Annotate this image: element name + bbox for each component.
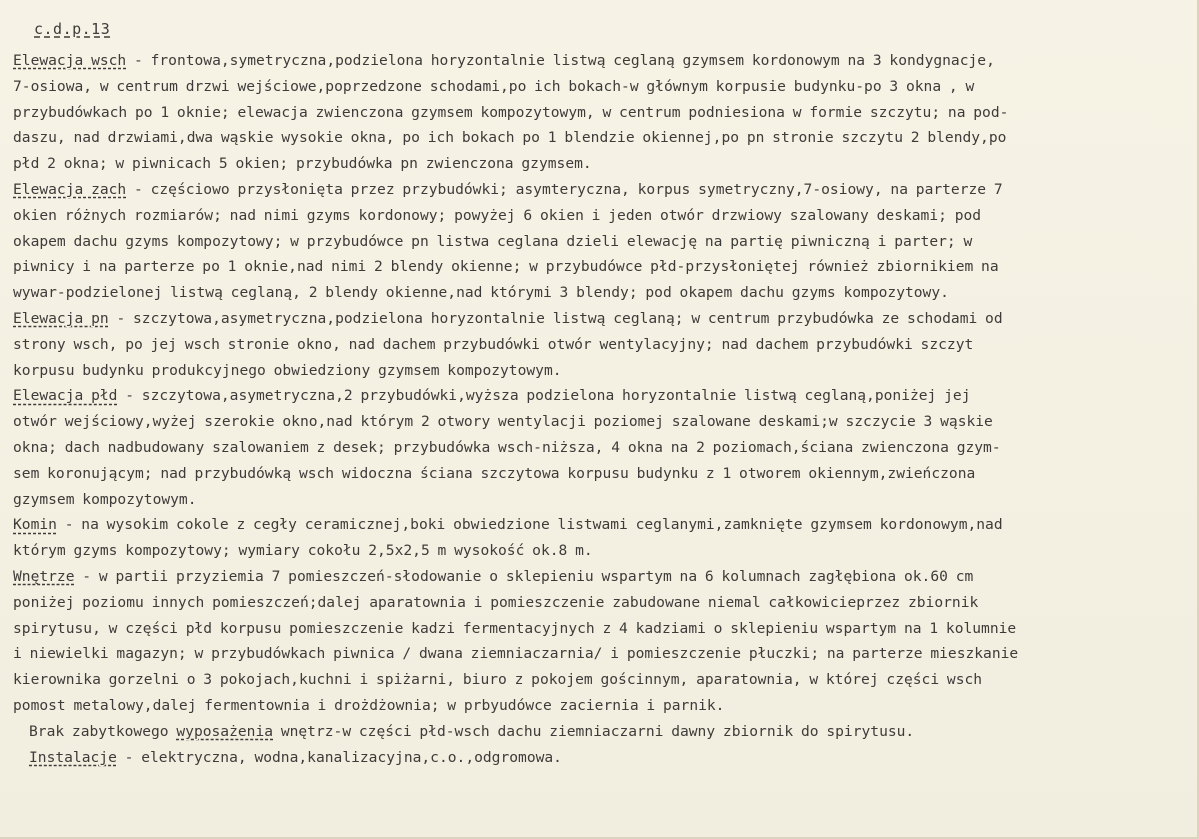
paragraph-brak-wyposazenia: Brak zabytkowego wyposażenia wnętrz-w części płd-wsch dachu ziemniaczarni dawny zbiornik do spirytusu. (29, 722, 915, 740)
paragraph-wnetrze: Wnętrze - w partii przyziemia 7 pomieszczeń-słodowanie o sklepieniu wspartym na 6 kolumnach zagłębiona ok.60 cm poniżej poziomu innych pomieszczeń;dalej aparatownia i pomieszczenie zabudowane niemal całkowicieprzez zbiornik spirytusu, w części płd korpusu pomieszczenie kadzi fermentacyjnych z 4 kadziami o sklepieniu wspartym na 1 kolumnie i niewielki magazyn; w przybudówkach piwnica / dwana ziemniaczarnia/ i pomieszczenie płuczki; na parterze mieszkanie kierownika gorzelni o 3 pokojach,kuchni i spiżarni, biuro z pokojem gościnnym, aparatownia, w której części wsch pomost metalowy,dalej fermentownia i drożdżownia; w prbyudówce zaciernia i parnik. (13, 567, 1019, 714)
card-body (13, 48, 1188, 770)
heading-elewacja-zach: Elewacja zach (13, 180, 127, 198)
paragraph-elewacja-pld: Elewacja płd - szczytowa,asymetryczna,2 przybudówki,wyższa podzielona horyzontalnie listwą ceglaną,poniżej jej otwór wejściowy,wyżej szerokie okno,nad którym 2 otwory wentylacji poziomej szalowane deskami;w szczycie 3 wąskie okna; dach nadbudowany szalowaniem z desek; przybudówka wsch-niższa, 4 okna na 2 poziomach,ściana zwienczona gzym- sem koronującym; nad przybudówką wsch widoczna ściana szczytowa korpusu budynku z 1 otworem okiennym,zwieńczona gzymsem kompozytowym. (13, 387, 1001, 508)
heading-instalacje: Instalacje (29, 748, 117, 766)
heading-elewacja-pld: Elewacja płd (13, 387, 118, 405)
paragraph-elewacja-pn: Elewacja pn - szczytowa,asymetryczna,podzielona horyzontalnie listwą ceglaną; w centrum przybudówka ze schodami od strony wsch, po jej wsch stronie okno, nad dachem przybudówki otwór wentylacyjny; nad dachem przybudówki szczyt korpusu budynku produkcyjnego obwiedziony gzymsem kompozytowym. (13, 309, 1003, 379)
heading-elewacja-wsch: Elewacja wsch (13, 52, 127, 69)
heading-elewacja-pn: Elewacja pn (13, 309, 109, 327)
paragraph-elewacja-zach: Elewacja zach - częściowo przysłonięta przez przybudówki; asymteryczna, korpus symetryczny,7-osiowy, na parterze 7 okien różnych rozmiarów; nad nimi gzyms kordonowy; powyżej 6 okien i jeden otwór drzwiowy szalowany deskami; pod okapem dachu gzyms kompozytowy; w przybudówce pn listwa ceglana dzieli elewację na partię piwniczną i parter; w piwnicy i na parterze po 1 oknie,nad nimi 2 blendy okienne; w przybudówce płd-przysłoniętej również zbiornikiem na wywar-podzielonej listwą ceglaną, 2 blendy okienne,nad którymi 3 blendy; pod okapem dachu gzyms kompozytowy. (13, 180, 1003, 302)
heading-wyposazenia: wyposażenia (176, 722, 274, 740)
paragraph-elewacja-wsch: Elewacja wsch - frontowa,symetryczna,podzielona horyzontalnie listwą ceglaną gzymsem kordonowym na 3 kondygnacje, 7-osiowa, w centrum drzwi wejściowe,poprzedzone schodami,po ich bokach-w głównym korpusie budynku-po 3 okna , w przybudówkach po 1 oknie; elewacja zwienczona gzymsem kompozytowym, w centrum podniesiona w formie szczytu; na pod- daszu, nad drzwiami,dwa wąskie wysokie okna, po ich bokach po 1 blendzie okiennej,po pn stronie szczytu 2 blendy,po płd 2 okna; w piwnicach 5 okien; przybudówka pn zwienczona gzymsem. (13, 52, 1009, 173)
paragraph-komin: Komin - na wysokim cokole z cegły ceramicznej,boki obwiedzione listwami ceglanymi,zamknięte gzymsem kordonowym,nad którym gzyms kompozytowy; wymiary cokołu 2,5x2,5 m wysokość ok.8 m. (13, 516, 1003, 560)
card-reference: c.d.p.13 (34, 20, 111, 38)
heading-komin: Komin (13, 516, 57, 534)
heading-wnetrze: Wnętrze (13, 567, 75, 585)
paragraph-instalacje: Instalacje - elektryczna, wodna,kanalizacyjna,c.o.,odgromowa. (29, 748, 562, 766)
